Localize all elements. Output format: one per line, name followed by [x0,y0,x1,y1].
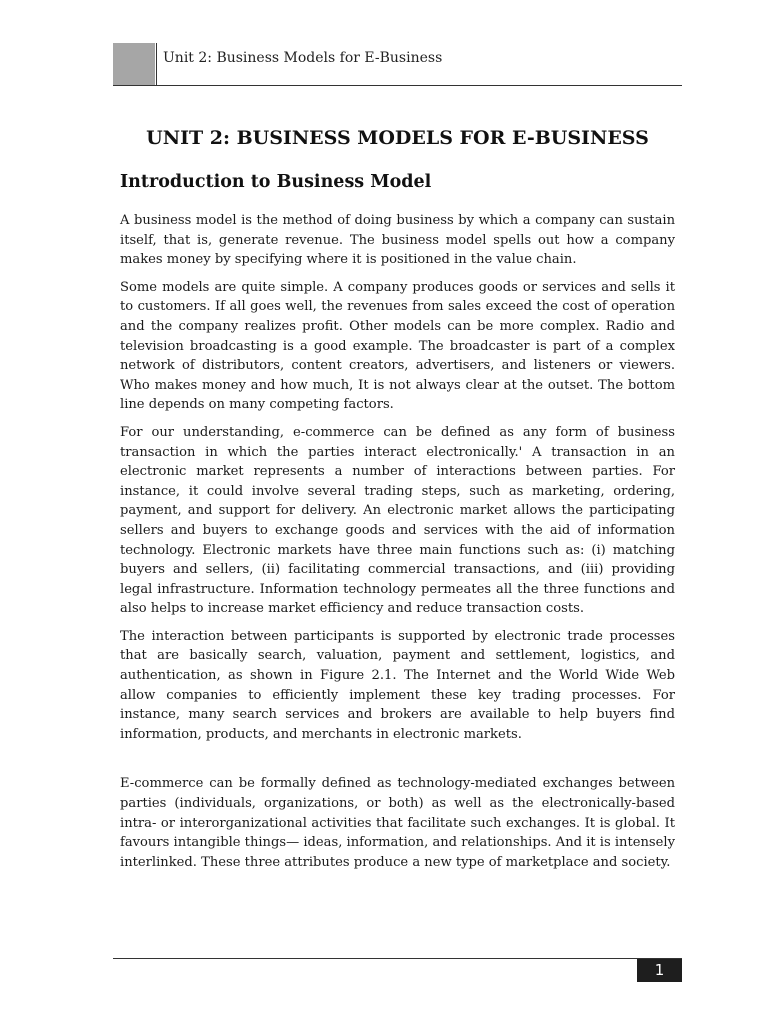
document-title: UNIT 2: BUSINESS MODELS FOR E-BUSINESS [146,127,649,149]
footer-rule [113,958,682,959]
header-gray-block [113,43,155,85]
paragraph-5: E-commerce can be formally defined as technology-mediated exchanges between parties (individuals, organizations, or both) as well as the electronically-based intra- or interorganizational activities that facilitate such exchanges. It is global. It favours intangible things— ideas, information, and relationships. And it is intensely interlinked. These three attributes produce a new type of marketplace and society. [120,776,675,870]
paragraph-4: The interaction between participants is supported by electronic trade processes that are basically search, valuation, payment and settlement, logistics, and authentication, as shown in Figure 2.1. The Internet and the World Wide Web allow companies to efficiently implement these key trading processes. For instance, many search services and brokers are available to help buyers find information, products, and merchants in electronic markets. [120,628,675,742]
paragraph-3: For our understanding, e-commerce can be defined as any form of business transaction in which the parties interact electronically.' A transaction in an electronic market represents a number of interactions between parties. For instance, it could involve several trading steps, such as marketing, ordering, payment, and support for delivery. An electronic market allows the participating sellers and buyers to exchange goods and services with the aid of information technology. Electronic markets have three main functions such as: (i) matching buyers and sellers, (ii) facilitating commercial transactions, and (iii) providing legal infrastructure. Information technology permeates all the three functions and also helps to increase market efficiency and reduce transaction costs. [120,424,675,617]
section-heading: Introduction to Business Model [120,172,432,192]
paragraph-2: Some models are quite simple. A company produces goods or services and sells it to customers. If all goes well, the revenues from sales exceed the cost of operation and the company realizes profit. Other models can be more complex. Radio and television broadcasting is a good example. The broadcaster is part of a complex network of distributors, content creators, advertisers, and listeners or viewers. Who makes money and how much, It is not always clear at the outset. The bottom line depends on many competing factors. [120,279,675,413]
paragraph-1: A business model is the method of doing business by which a company can sustain itself, that is, generate revenue. The business model spells out how a company makes money by specifying where it is positioned in the value chain. [120,213,675,268]
document-body [120,211,675,880]
header-divider [156,43,157,86]
running-header-title: Unit 2: Business Models for E-Business [163,50,443,66]
page-number: 1 [637,959,682,982]
header-rule [113,85,682,86]
